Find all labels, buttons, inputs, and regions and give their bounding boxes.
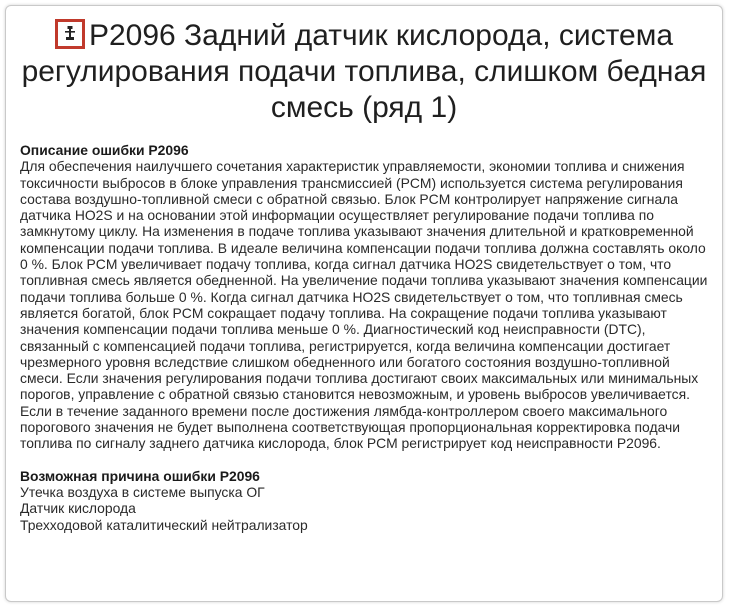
description-text: Для обеспечения наилучшего сочетания характеристик управляемости, экономии топлива и снижения токсичности выбросов в блоке управления трансмиссией (PCM) используется система регулирования состава воздушно-топливной смеси с обратной связью. Блок PCM контролирует напряжение сигнала датчика HO2S и на основании этой информации осуществляет регулирование подачи топлива по замкнутому циклу. На изменения в подаче топлива указывают значения длительной и кратковременной компенсации подачи топлива. В идеале величина компенсации подачи топлива должна составлять около 0 %. Блок PCM увеличивает подачу топлива, когда сигнал датчика HO2S свидетельствует о том, что топливная смесь является обедненной. На увеличение подачи топлива указывают значения компенсации подачи топлива больше 0 %. Когда сигнал датчика HO2S свидетельствует о том, что топливная смесь является богатой, блок PCM сокращает подачу топлива. На сокращение подачи топлива указывают значения компенсации подачи топлива меньше 0 %. Диагностический код неисправности (DTC), связанный с компенсацией подачи топлива, регистрируется, когда величина компенсации достигает чрезмерного уровня вследствие слишком обедненного или богатого состояния воздушно-топливной смеси. Если значения регулирования подачи топлива достигают своих максимальных или минимальных порогов, управление с обратной связью становится невозможным, и уровень выбросов увеличивается. Если в течение заданного времени после достижения лямбда-контроллером своего максимального порогового значения не будет выполнена соответствующая пропорциональная корректировка подачи топлива по сигналу заднего датчика кислорода, блок PCM регистрирует код неисправности P2096. [20,158,708,452]
main-content [20,142,710,533]
error-code-card [5,5,723,602]
page-title [16,18,712,126]
section-spacer [20,452,710,468]
page-title-text: P2096 Задний датчик кислорода, система регулирования подачи топлива, слишком бедная смесь (ряд 1) [21,19,707,124]
list-item: Датчик кислорода [20,500,136,517]
causes-heading: Возможная причина ошибки P2096 [20,467,260,484]
list-item: Утечка воздуха в системе выпуска ОГ [20,483,265,500]
engine-check-icon [55,19,85,49]
description-heading: Описание ошибки P2096 [20,142,189,158]
list-item: Трехходовой каталитический нейтрализатор [20,516,308,533]
causes-list [20,484,710,533]
